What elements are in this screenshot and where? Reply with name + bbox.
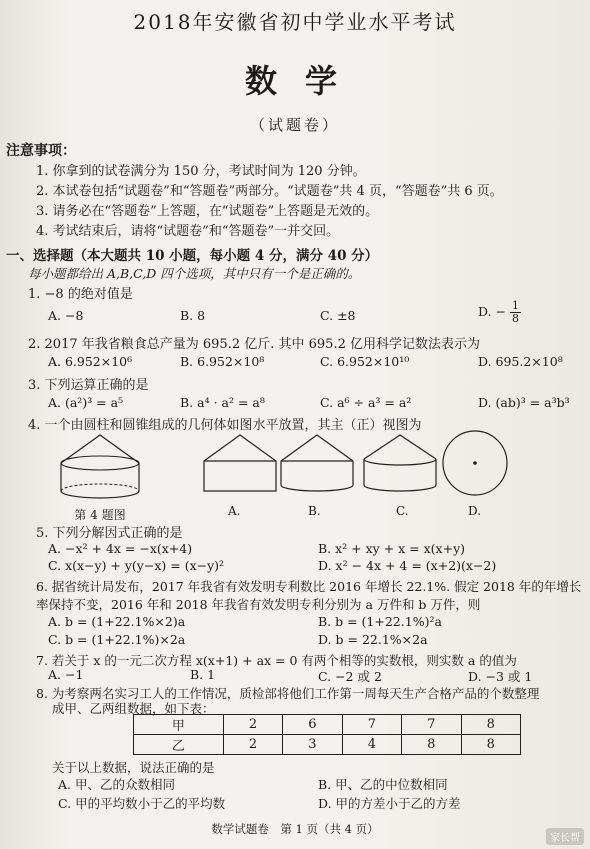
section-intro: 每小题都给出 A,B,C,D 四个选项，其中只有一个是正确的。 [28, 266, 361, 281]
figure-caption: 第 4 题图 [74, 508, 126, 522]
option-c: C. ±8 [320, 308, 356, 323]
page-footer: 数学试题卷 第 1 页（共 4 页） [211, 822, 379, 836]
option-b: B. 甲、乙的中位数相同 [318, 777, 448, 792]
table-cell: 8 [461, 715, 520, 735]
option-d: D. x² − 4x + 4 = (x+2)(x−2) [318, 558, 497, 573]
option-a: A. −8 [48, 308, 84, 323]
question-stem: 3. 下列运算正确的是 [28, 378, 149, 393]
notice-item: 4. 考试结束后，请将“试题卷”和“答题卷”一并交回。 [36, 224, 340, 239]
question-stem: 5. 下列分解因式正确的是 [36, 526, 183, 541]
option-a: A. b = (1+22.1%×2)a [48, 614, 186, 629]
notice-item: 3. 请务必在“答题卷”上答题，在“试题卷”上答题是无效的。 [36, 204, 379, 219]
option-d: D. 甲的方差小于乙的方差 [318, 796, 461, 811]
paper-type: （试题卷） [249, 116, 340, 134]
question-stem: 1. −8 的绝对值是 [28, 287, 133, 302]
option-a: A. (a²)³ = a⁵ [48, 395, 124, 410]
fraction-numerator: 1 [511, 299, 519, 312]
table-cell: 2 [223, 735, 282, 755]
option-b: B. a⁴ · a² = a⁸ [180, 395, 265, 410]
option-b: B. 1 [190, 667, 216, 682]
question-stem: 7. 若关于 x 的一元二次方程 x(x+1) + ax = 0 有两个相等的实数根，则实数 a 的值为 [36, 653, 517, 668]
option-a: A. −1 [48, 667, 84, 682]
question-stem: 4. 一个由圆柱和圆锥组成的几何体如图水平放置，其主（正）视图为 [28, 418, 422, 433]
table-cell: 2 [223, 715, 282, 735]
option-c-label: C. [396, 504, 409, 518]
option-c: C. −2 或 2 [318, 669, 382, 684]
table-cell: 3 [283, 735, 342, 755]
watermark-logo: 家长帮 [546, 828, 584, 845]
option-c: C. x(x−y) + y(y−x) = (x−y)² [48, 558, 225, 573]
option-b: B. x² + xy + x = x(x+y) [318, 541, 466, 556]
subject-title: 数学 [244, 62, 365, 100]
table-row [134, 735, 521, 755]
question-follow: 关于以上数据，说法正确的是 [52, 760, 215, 775]
data-table [133, 714, 521, 755]
notice-item: 1. 你拿到的试卷满分为 150 分，考试时间为 120 分钟。 [36, 164, 366, 179]
option-c: C. a⁶ ÷ a³ = a² [320, 395, 412, 410]
option-a-label: A. [228, 504, 241, 518]
question-stem: 2. 2017 年我省粮食总产量为 695.2 亿斤. 其中 695.2 亿用科学记数法表示为 [28, 337, 480, 352]
option-a: A. −x² + 4x = −x(x+4) [48, 541, 193, 556]
notice-heading: 注意事项： [6, 143, 76, 159]
option-b: B. b = (1+22.1%)²a [318, 614, 442, 629]
option-c-view [360, 433, 440, 495]
option-d-prefix: D. − [478, 304, 506, 319]
option-a: A. 甲、乙的众数相同 [58, 777, 175, 792]
option-a-view [200, 433, 280, 495]
table-row [134, 715, 521, 735]
fraction [510, 300, 521, 325]
option-b: B. 6.952×10⁸ [180, 354, 265, 369]
option-d-label: D. [468, 504, 482, 518]
option-b-view [277, 433, 357, 495]
exam-title: 2018年安徽省初中学业水平考试 [133, 10, 457, 34]
question-stem-line: 8. 为考察两名实习工人的工作情况，质检部将他们工作第一周每天生产合格产品的个数整理 [36, 686, 540, 701]
table-cell: 乙 [134, 735, 224, 755]
table-cell: 6 [283, 715, 342, 735]
option-a: A. 6.952×10⁶ [48, 354, 133, 369]
option-d: D. b = 22.1%×2a [318, 632, 428, 647]
option-c: C. 甲的平均数小于乙的平均数 [58, 796, 226, 811]
geometry-solid-figure [55, 433, 145, 503]
question-stem-line: 6. 据省统计局发布，2017 年我省有效发明专利数比 2016 年增长 22.1%. 假定 2018 年的年增长 [36, 579, 582, 594]
option-d: D. 695.2×10⁸ [478, 354, 563, 369]
option-c: C. 6.952×10¹⁰ [320, 354, 410, 369]
option-d: D. −3 或 1 [468, 669, 533, 684]
section-heading: 一、选择题（本大题共 10 小题，每小题 4 分，满分 40 分） [6, 248, 379, 264]
option-c: C. b = (1+22.1%)×2a [48, 632, 186, 647]
fraction-denominator: 8 [511, 312, 519, 325]
table-cell: 4 [342, 735, 401, 755]
option-d: D. (ab)³ = a³b³ [478, 395, 570, 410]
table-cell: 7 [402, 715, 461, 735]
option-d [478, 300, 521, 325]
notice-item: 2. 本试卷包括“试题卷”和“答题卷”两部分。“试题卷”共 4 页，“答题卷”共 6 页。 [36, 184, 503, 199]
table-cell: 8 [402, 735, 461, 755]
option-b: B. 8 [180, 308, 206, 323]
table-cell: 甲 [134, 715, 224, 735]
option-d-view [440, 428, 510, 498]
option-b-label: B. [308, 504, 321, 518]
table-cell: 8 [461, 735, 520, 755]
question-stem-line: 成甲、乙两组数据，如下表： [52, 701, 215, 716]
question-stem-line: 率保持不变，2016 年和 2018 年我省有效发明专利分别为 a 万件和 b 万件，则 [36, 597, 481, 612]
table-cell: 7 [342, 715, 401, 735]
